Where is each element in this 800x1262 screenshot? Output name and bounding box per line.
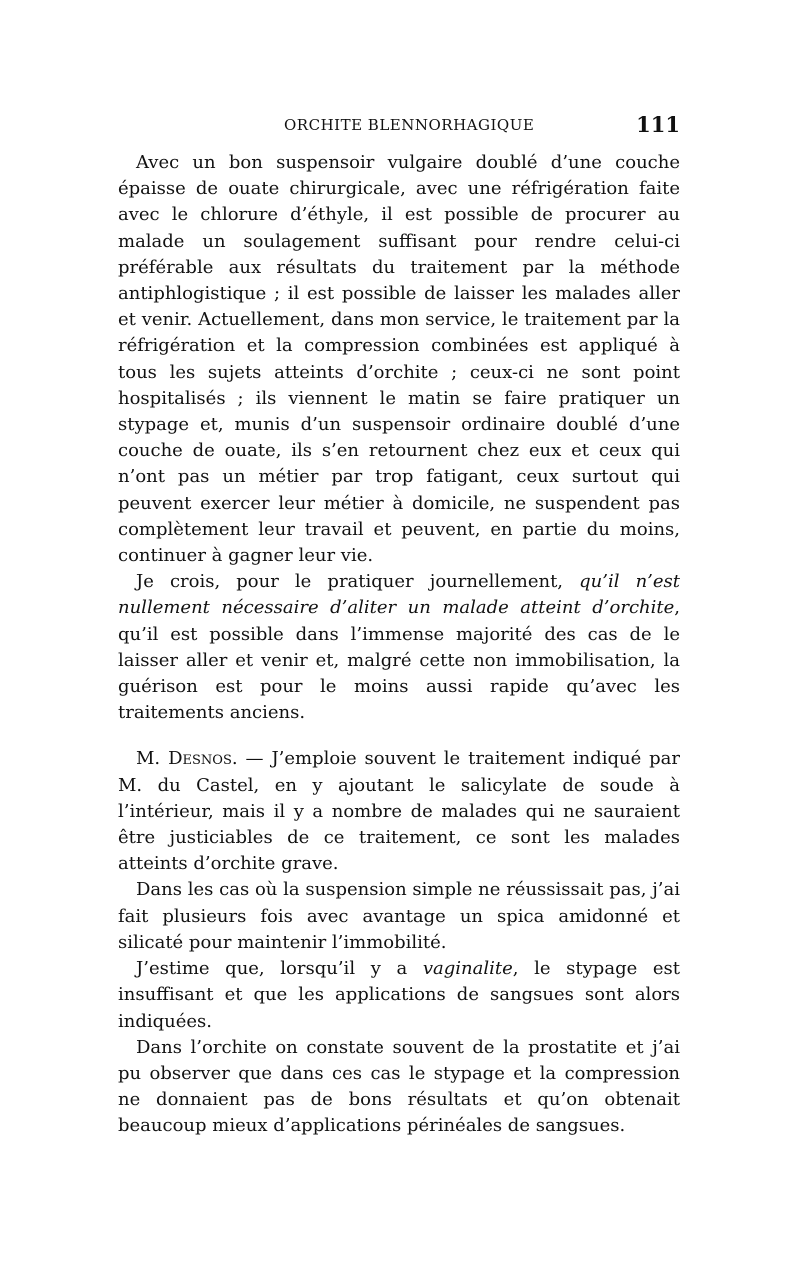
section-gap (118, 726, 680, 746)
book-page (118, 112, 680, 1140)
paragraph-3-text: . — J’emploie souvent le traitement indiqué par M. du Castel, en y ajoutant le salicylate de soude à l’intérieur, mais il y a nombre de malades qui ne sauraient être justiciables de ce traitement, ce sont les malades atteints d’orchite grave. (118, 748, 681, 875)
paragraph-5-italic: vaginalite (422, 958, 513, 980)
paragraph-3-prefix: M. (136, 748, 169, 770)
paragraph-3 (118, 746, 680, 877)
paragraph-2-rest: , qu’il est possible dans l’immense majorité des cas de le laisser aller et venir et, malgré cette non immobilisation, la guérison est pour le moins aussi rapide qu’avec les traitements anciens. (118, 597, 680, 724)
paragraph-5 (118, 956, 680, 1035)
paragraph-2-italic: qu’il n’est nullement nécessaire d’aliter un malade atteint d’orchite (118, 571, 681, 619)
paragraph-2-lead: Je crois, pour le pratiquer journellement, (136, 571, 580, 593)
running-title: ORCHITE BLENNORHAGIQUE (284, 116, 535, 134)
body-text (118, 150, 680, 1140)
speaker-name: Desnos (168, 748, 232, 770)
running-header (118, 112, 680, 146)
page-number: 111 (636, 112, 680, 137)
paragraph-5-lead: J’estime que, lorsqu’il y a (136, 958, 423, 980)
paragraph-6: Dans l’orchite on constate souvent de la prostatite et j’ai pu observer que dans ces cas le stypage et la compression ne donnaient pas de bons résultats et qu’on obtenait beaucoup mieux d’applications périnéales de sangsues. (118, 1036, 680, 1137)
paragraph-1: Avec un bon suspensoir vulgaire doublé d’une couche épaisse de ouate chirurgicale, avec une réfrigération faite avec le chlorure d’éthyle, il est possible de procurer au malade un soulagement suffisant pour rendre celui-ci préférable aux résultats du traitement par la méthode antiphlogistique ; il est possible de laisser les malades aller et venir. Actuellement, dans mon service, le traitement par la réfrigération et la compression combinées est appliqué à tous les sujets atteints d’orchite ; ceux-ci ne sont point hospitalisés ; ils viennent le matin se faire pratiquer un stypage et, munis d’un suspensoir ordinaire doublé d’une couche de ouate, ils s’en retournent chez eux et ceux qui n’ont pas un métier par trop fatigant, ceux surtout qui peuvent exercer leur métier à domicile, ne suspendent pas complètement leur travail et peuvent, en partie du moins, continuer à gagner leur vie. (118, 152, 680, 567)
paragraph-5-rest: , le stypage est insuffisant et que les applications de sangsues sont alors indiquées. (118, 958, 680, 1032)
paragraph-4: Dans les cas où la suspension simple ne réussissait pas, j’ai fait plusieurs fois avec avantage un spica amidonné et silicaté pour maintenir l’immobilité. (118, 879, 680, 953)
paragraph-2 (118, 569, 680, 726)
